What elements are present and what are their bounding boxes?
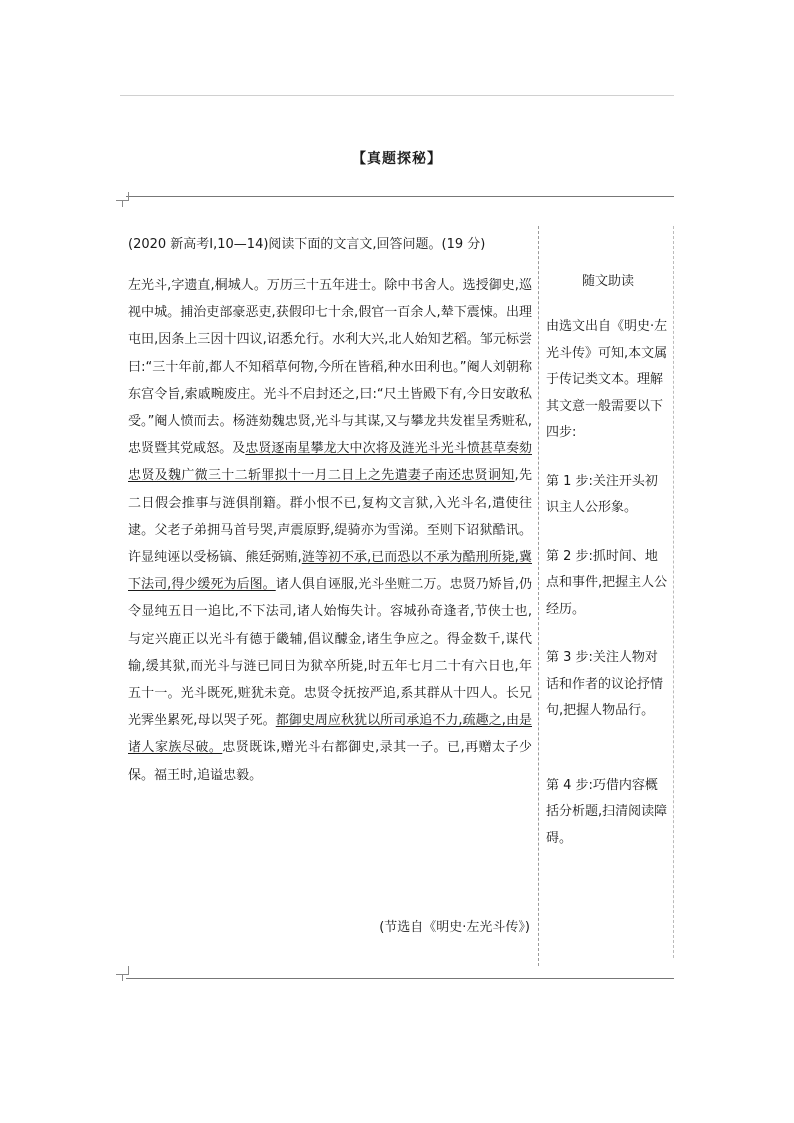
underlined-sentence-1: 忠贤逐南星攀龙大中次将及涟光斗光斗愤甚草奏劾忠贤及魏广微三十二斩罪拟十一月二日上之先遣妻子南还忠贤诇知 xyxy=(128,441,532,484)
box-top-border xyxy=(126,196,674,197)
crop-mark-top-inner xyxy=(116,200,123,207)
sidebar-title: 随文助读 xyxy=(581,274,634,289)
box-bottom-border xyxy=(126,978,674,979)
sidebar-step-2: 第 2 步:抓时间、地点和事件,把握主人公经历。 xyxy=(546,548,668,617)
passage-source: (节选自《明史·左光斗传》) xyxy=(379,920,530,935)
reading-guide-sidebar xyxy=(546,270,670,874)
crop-mark-bottom-inner xyxy=(116,974,123,981)
sidebar-step-3: 第 3 步:关注人物对话和作者的议论抒情句,把握人物品行。 xyxy=(546,650,664,718)
classical-passage xyxy=(128,272,532,789)
section-title: 【真题探秘】 xyxy=(352,151,442,167)
header-rule xyxy=(120,95,674,96)
sidebar-intro: 由选文出自《明史·左光斗传》可知,本文属于传记类文本。理解其文意一般需要以下四步: xyxy=(546,319,668,440)
sidebar-step-1: 第 1 步:关注开头初识主人公形象。 xyxy=(546,473,658,515)
passage-text-2: ,先二日假会推事与涟俱削籍。群小恨不已,复构文言狱,入光斗名,遣使往逮。父老子弟拥马首号哭,声震原野,缇骑亦为雪涕。至则下诏狱酷讯。许显纯诬以受杨镐、熊廷弼贿, xyxy=(128,468,532,566)
sidebar-step-4: 第 4 步:巧借内容概括分析题,扫清阅读障碍。 xyxy=(546,777,668,846)
column-divider xyxy=(538,226,539,966)
passage-text-1: 左光斗,字遗直,桐城人。万历三十五年进士。除中书舍人。选授御史,巡视中城。捕治吏部豪恶吏,获假印七十余,假官一百余人,辇下震悚。出理屯田,因条上三因十四议,诏悉允行。水利大兴,北人始知艺稻。邹元标尝曰:“三十年前,都人不知稻草何物,今所在皆稻,种水田利也。”阉人刘朝称东宫令旨,索戚畹废庄。光斗不启封还之,曰:“尺土皆殿下有,今日安敢私受。”阉人愤而去。杨涟劾魏忠贤,光斗与其谋,又与攀龙共发崔呈秀赃私,忠贤暨其党咸怒。及 xyxy=(128,278,532,457)
box-right-edge xyxy=(673,226,674,958)
passage-text-4: 忠贤既诛,赠光斗右都御史,录其一子。已,再赠太子少保。福王时,追谥忠毅。 xyxy=(128,740,532,783)
underlined-sentence-2: 涟等初不承,已而恐以不承为酷刑所毙,冀下法司,得少缓死为后图。 xyxy=(128,550,532,593)
question-intro: (2020 新高考Ⅰ,10—14)阅读下面的文言文,回答问题。(19 分) xyxy=(128,237,486,252)
underlined-sentence-3: 都御史周应秋犹以所司承追不力,疏趣之,由是诸人家族尽破。 xyxy=(128,713,532,756)
passage-text-3: 诸人俱自诬服,光斗坐赃二万。忠贤乃矫旨,仍令显纯五日一追比,不下法司,诸人始悔失计。容城孙奇逢者,节侠士也,与定兴鹿正以光斗有德于畿辅,倡议醵金,诸生争应之。得金数千,谋代输,缓其狱,而光斗与涟已同日为狱卒所毙,时五年七月二十有六日也,年五十一。光斗既死,赃犹未竟。忠贤令抚按严追,系其群从十四人。长兄光霁坐累死,母以哭子死。 xyxy=(128,577,532,729)
